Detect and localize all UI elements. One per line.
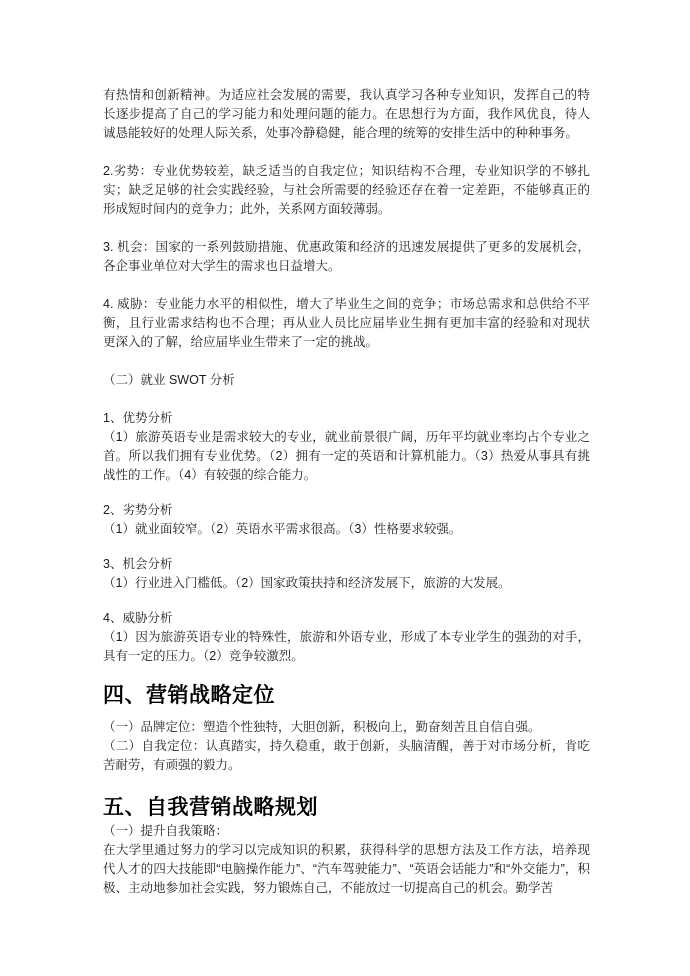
planning-block bbox=[103, 822, 590, 898]
self-positioning-line: （二）自我定位：认真踏实，持久稳重，敢于创新，头脑清醒，善于对市场分析，肯吃苦耐劳，有顽强的毅力。 bbox=[103, 739, 590, 772]
paragraph-strengths-continued: 有热情和创新精神。为适应社会发展的需要，我认真学习各种专业知识，发挥自己的特长逐步提高了自己的学习能力和处理问题的能力。在思想行为方面，我作风优良，待人诚恳能较好的处理人际关系，处事冷静稳健，能合理的统筹的安排生活中的种种事务。 bbox=[103, 88, 590, 140]
swot-opportunity-label: 3、机会分析 bbox=[103, 557, 173, 571]
swot-threat-body: （1）因为旅游英语专业的特殊性，旅游和外语专业，形成了本专业学生的强劲的对手，具有一定的压力。（2）竞争较激烈。 bbox=[103, 630, 590, 663]
swot-threat-label: 4、威胁分析 bbox=[103, 611, 173, 625]
swot-opportunity-group bbox=[103, 555, 590, 593]
swot-strength-group bbox=[103, 409, 590, 485]
heading-self-marketing-planning: 五、自我营销战略规划 bbox=[103, 796, 318, 819]
positioning-block bbox=[103, 718, 590, 775]
planning-body: 在大学里通过努力的学习以完成知识的积累，获得科学的思想方法及工作方法，培养现代人才的四大技能即“电脑操作能力”、“汽车驾驶能力”、“英语会话能力”和“外交能力”，积极、主动地参加社会实践，努力锻炼自己，不能放过一切提高自己的机会。勤学苦 bbox=[103, 843, 590, 895]
swot-strength-label: 1、优势分析 bbox=[103, 411, 173, 425]
paragraph-weakness: 2.劣势：专业优势较差，缺乏适当的自我定位；知识结构不合理，专业知识学的不够扎实；缺乏足够的社会实践经验，与社会所需要的经验还存在着一定差距，不能够真正的形成短时间内的竞争力；此外，关系网方面较薄弱。 bbox=[103, 164, 590, 216]
paragraph-threat: 4. 威胁：专业能力水平的相似性，增大了毕业生之间的竞争；市场总需求和总供给不平衡，且行业需求结构也不合理；再从业人员比应届毕业生拥有更加丰富的经验和对现状更深入的了解，给应届毕业生带来了一定的挑战。 bbox=[103, 297, 590, 349]
swot-weakness-body: （1）就业面较窄。（2）英语水平需求很高。（3）性格要求较强。 bbox=[103, 522, 462, 536]
swot-weakness-label: 2、劣势分析 bbox=[103, 503, 173, 517]
brand-positioning-line: （一）品牌定位：塑造个性独特，大胆创新，积极向上，勤奋刻苦且自信自强。 bbox=[103, 720, 541, 734]
swot-opportunity-body: （1）行业进入门槛低。（2）国家政策扶持和经济发展下，旅游的大发展。 bbox=[103, 576, 511, 590]
swot-threat-group bbox=[103, 609, 590, 666]
paragraph-opportunity: 3. 机会：国家的一系列鼓励措施、优惠政策和经济的迅速发展提供了更多的发展机会，各企事业单位对大学生的需求也日益增大。 bbox=[103, 240, 590, 273]
planning-label: （一）提升自我策略： bbox=[103, 824, 229, 838]
heading-marketing-positioning: 四、营销战略定位 bbox=[103, 684, 275, 707]
swot-strength-body: （1）旅游英语专业是需求较大的专业，就业前景很广阔，历年平均就业率均占个专业之首。所以我们拥有专业优势。（2）拥有一定的英语和计算机能力。（3）热爱从事具有挑战性的工作。（4）有较强的综合能力。 bbox=[103, 430, 590, 482]
swot-section-title: （二）就业 SWOT 分析 bbox=[103, 373, 235, 387]
swot-weakness-group bbox=[103, 501, 590, 539]
